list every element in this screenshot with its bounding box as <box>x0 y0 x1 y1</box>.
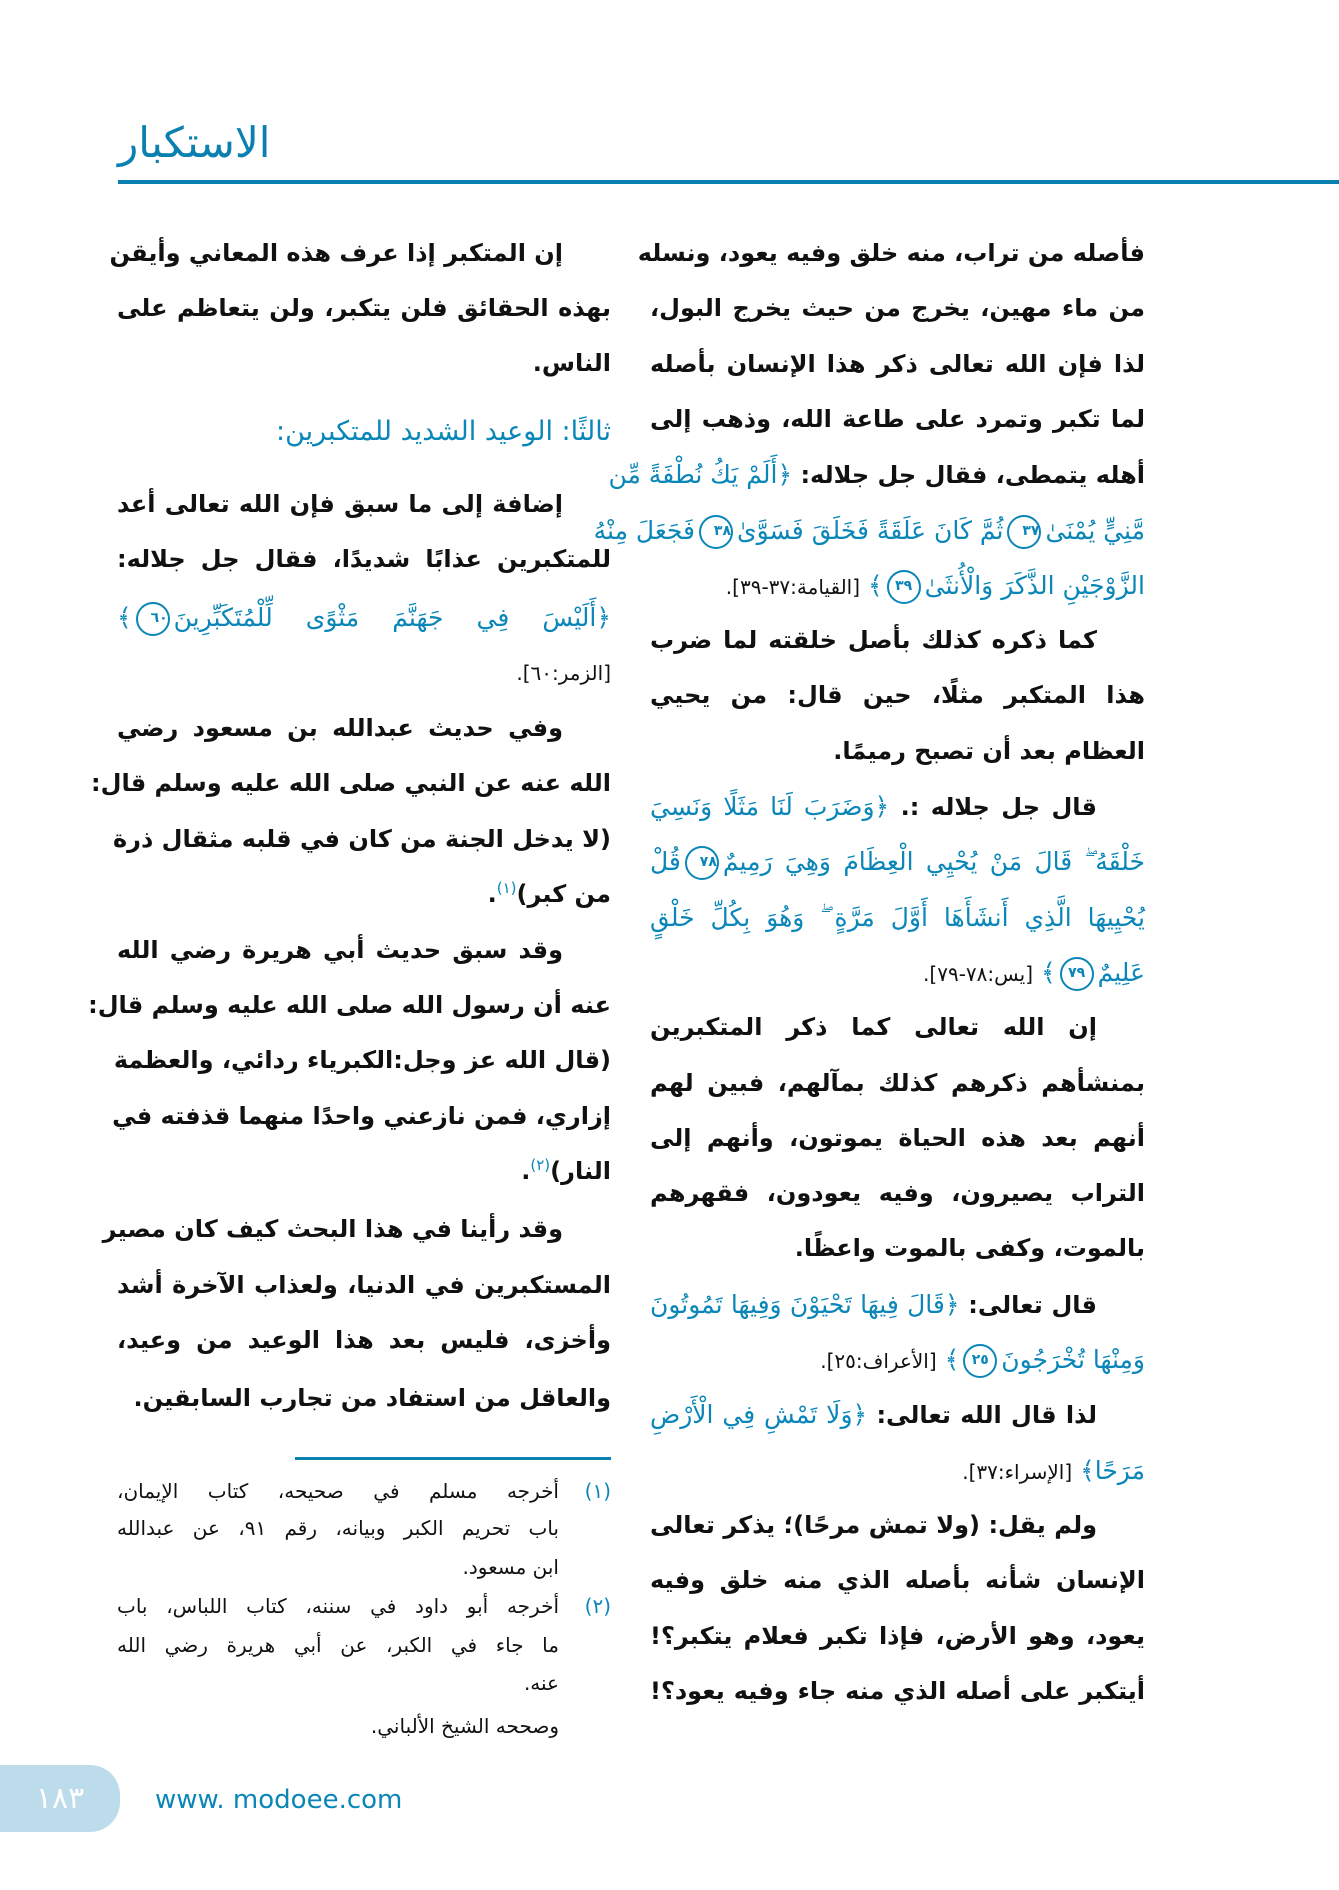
body-text: الله عنه عن النبي صلى الله عليه وسلم قال: <box>91 769 611 797</box>
text-line <box>117 477 611 532</box>
text-line <box>102 1202 611 1257</box>
quran-verse: فَجَعَلَ مِنْهُ <box>593 516 696 545</box>
quran-verse: يُحْيِيهَا الَّذِي أَنشَأَهَا أَوَّلَ مَرَّةٍ ۖ وَهُوَ بِكُلِّ خَلْقٍ <box>650 903 1145 932</box>
body-text: من كبر) <box>516 880 611 908</box>
verse-reference: [الإسراء:٣٧]. <box>962 1460 1073 1484</box>
footnote-text: باب تحريم الكبر وبيانه، رقم ٩١، عن عبدالله <box>117 1516 559 1540</box>
footnote-divider <box>295 1457 611 1460</box>
ayah-number-icon: ٣٨ <box>699 515 733 549</box>
footnote-text: ما جاء في الكبر، عن أبي هريرة رضي الله <box>117 1633 559 1657</box>
text-line <box>650 945 1145 1000</box>
text-line <box>117 532 611 587</box>
text-line <box>650 1166 1145 1221</box>
quran-verse: ﴾ <box>117 603 132 632</box>
verse-reference: [الأعراف:٢٥]. <box>820 1349 937 1373</box>
quran-verse: ﴾ <box>860 571 883 600</box>
body-text: لذا قال الله تعالى: <box>867 1401 1097 1429</box>
body-text: من ماء مهين، يخرج من حيث يخرج البول، <box>650 294 1145 322</box>
body-text: وقد رأينا في هذا البحث كيف كان مصير <box>102 1215 563 1243</box>
text-line <box>593 503 1145 558</box>
body-text: كما ذكره كذلك بأصل خلقته لما ضرب <box>650 626 1097 654</box>
footnote-line <box>117 1706 611 1746</box>
text-line <box>117 923 611 978</box>
text-line <box>650 1443 1145 1498</box>
footnote-line <box>117 1471 611 1511</box>
page-number-badge: ١٨٣ <box>0 1765 120 1832</box>
text-line <box>117 281 611 336</box>
text-line <box>650 281 1145 336</box>
ayah-number-icon: ٧٨ <box>685 846 719 880</box>
text-line <box>113 1033 611 1088</box>
header-rule <box>118 180 1339 184</box>
text-line <box>117 590 611 645</box>
quran-verse: خَلْقَهُ ۖ قَالَ مَنْ يُحْيِي الْعِظَامَ وَهِيَ رَمِيمٌ <box>722 847 1145 876</box>
text-line <box>117 645 611 700</box>
text-line <box>650 1387 1145 1442</box>
quran-verse: قُلْ <box>650 847 681 876</box>
quran-verse: عَلِيمٌ <box>1097 958 1145 987</box>
quran-verse: ﴾ <box>1033 958 1056 987</box>
quran-verse: الزَّوْجَيْنِ الذَّكَرَ وَالْأُنثَىٰ <box>924 571 1145 600</box>
body-text: إن المتكبر إذا عرف هذه المعاني وأيقن <box>109 239 563 267</box>
body-text: لما تكبر وتمرد على طاعة الله، وذهب إلى <box>650 405 1145 433</box>
text-line <box>650 668 1145 723</box>
text-line <box>117 336 611 391</box>
body-text: العظام بعد أن تصبح رميمًا. <box>833 737 1145 765</box>
website-link[interactable]: www. modoee.com <box>155 1785 403 1815</box>
text-line <box>650 779 1145 834</box>
body-text: أيتكبر على أصله الذي منه جاء وفيه يعود؟! <box>650 1677 1145 1705</box>
chapter-title: الاستكبار <box>118 118 271 167</box>
text-line <box>637 226 1145 281</box>
body-text: عنه أن رسول الله صلى الله عليه وسلم قال: <box>88 991 611 1019</box>
body-text: التراب يصيرون، وفيه يعودون، فقهرهم <box>650 1179 1145 1207</box>
quran-verse: ﴿وَضَرَبَ لَنَا مَثَلًا وَنَسِيَ <box>650 792 890 821</box>
footnote-line <box>117 1625 611 1665</box>
text-line <box>117 1144 611 1199</box>
text-line <box>650 392 1145 447</box>
body-text: يعود، وهو الأرض، فإذا تكبر فعلام يتكبر؟! <box>650 1622 1145 1650</box>
body-text: ولم يقل: (ولا تمش مرحًا)؛ يذكر تعالى <box>650 1511 1097 1539</box>
footnote-number[interactable]: (١) <box>584 1479 611 1503</box>
text-line <box>650 1056 1145 1111</box>
body-text: . <box>487 880 497 908</box>
text-line <box>117 1258 611 1313</box>
text-line <box>650 558 1145 613</box>
footnote-text: ابن مسعود. <box>462 1555 559 1579</box>
body-text: هذا المتكبر مثلًا، حين قال: من يحيي <box>650 681 1145 709</box>
body-text: الناس. <box>532 349 611 377</box>
body-text: قال تعالى: <box>959 1291 1097 1319</box>
footnote-text: أخرجه أبو داود في سننه، كتاب اللباس، باب <box>117 1594 559 1618</box>
body-text: والعاقل من استفاد من تجارب السابقين. <box>133 1384 611 1412</box>
text-line <box>650 834 1145 889</box>
text-line <box>650 724 1145 779</box>
text-line <box>650 1609 1145 1664</box>
body-text: للمتكبرين عذابًا شديدًا، فقال جل جلاله: <box>117 545 611 573</box>
body-text: (لا يدخل الجنة من كان في قلبه مثقال ذرة <box>113 825 611 853</box>
body-text: بمنشأهم ذكرهم كذلك بمآلهم، فبين لهم <box>650 1069 1145 1097</box>
body-text: وفي حديث عبدالله بن مسعود رضي <box>117 714 563 742</box>
footnote-text: أخرجه مسلم في صحيحه، كتاب الإيمان، <box>117 1479 559 1503</box>
body-text: فأصله من تراب، منه خلق وفيه يعود، ونسله <box>637 239 1145 267</box>
body-text: أنهم بعد هذه الحياة يموتون، وأنهم إلى <box>650 1124 1145 1152</box>
quran-verse: مَرَحًا﴾ <box>1072 1456 1145 1485</box>
verse-reference: [الزمر:٦٠]. <box>516 661 611 685</box>
body-text: الإنسان شأنه بأصله الذي منه خلق وفيه <box>650 1566 1145 1594</box>
text-line <box>650 1498 1145 1553</box>
quran-verse: وَمِنْهَا تُخْرَجُونَ <box>1001 1345 1145 1374</box>
ayah-number-icon: ٣٩ <box>887 570 921 604</box>
body-text: أهله يتمطى، فقال جل جلاله: <box>792 461 1145 489</box>
body-text: إن الله تعالى كما ذكر المتكبرين <box>650 1013 1097 1041</box>
text-line <box>650 1111 1145 1166</box>
footnote-line <box>117 1586 611 1626</box>
body-text: النار) <box>550 1157 611 1185</box>
footnote-marker[interactable]: (١) <box>496 879 517 897</box>
ayah-number-icon: ٦٠ <box>136 602 170 636</box>
verse-reference: [يس:٧٨-٧٩]. <box>923 962 1033 986</box>
quran-verse: ﴿وَلَا تَمْشِ فِي الْأَرْضِ <box>650 1400 868 1429</box>
footnote-text: عنه. <box>523 1671 559 1695</box>
body-text: . <box>521 1157 531 1185</box>
body-text: بهذه الحقائق فلن يتكبر، ولن يتعاظم على <box>117 294 611 322</box>
quran-verse: ﴿قَالَ فِيهَا تَحْيَوْنَ وَفِيهَا تَمُوتُونَ <box>650 1290 960 1319</box>
body-text: وقد سبق حديث أبي هريرة رضي الله <box>117 936 563 964</box>
text-line <box>650 1000 1145 1055</box>
text-line <box>91 756 611 811</box>
text-line <box>650 1221 1145 1276</box>
quran-verse: ثُمَّ كَانَ عَلَقَةً فَخَلَقَ فَسَوَّىٰ <box>737 516 1004 545</box>
text-line <box>109 226 611 281</box>
quran-verse: ﴿أَلَمْ يَكُ نُطْفَةً مِّن <box>608 460 793 489</box>
text-line <box>650 613 1145 668</box>
quran-verse: ﴾ <box>936 1345 960 1374</box>
body-text: المستكبرين في الدنيا، ولعذاب الآخرة أشد <box>117 1271 611 1299</box>
body-text: قال جل جلاله :. <box>889 793 1097 821</box>
section-heading <box>117 404 611 459</box>
text-line <box>650 890 1145 945</box>
footnote-number[interactable]: (٢) <box>584 1594 611 1618</box>
body-text: إضافة إلى ما سبق فإن الله تعالى أعد <box>117 490 563 518</box>
footnote-line <box>117 1663 611 1703</box>
text-line <box>117 1313 611 1368</box>
heading-text: ثالثًا: الوعيد الشديد للمتكبرين: <box>275 416 611 447</box>
body-text: بالموت، وكفى بالموت واعظًا. <box>794 1234 1145 1262</box>
text-line <box>650 1553 1145 1608</box>
text-line <box>608 447 1145 502</box>
footnote-line <box>117 1508 611 1548</box>
text-line <box>650 1277 1145 1332</box>
body-text: إزاري، فمن نازعني واحدًا منهما قذفته في <box>112 1102 611 1130</box>
body-text: (قال الله عز وجل:الكبرياء ردائي، والعظمة <box>113 1046 611 1074</box>
ayah-number-icon: ٣٧ <box>1007 515 1041 549</box>
ayah-number-icon: ٧٩ <box>1060 957 1094 991</box>
text-line <box>88 978 611 1033</box>
footnote-line <box>117 1547 611 1587</box>
footnote-text: وصححه الشيخ الألباني. <box>370 1714 559 1738</box>
footnote-marker[interactable]: (٢) <box>530 1156 551 1174</box>
text-line <box>117 701 611 756</box>
text-line <box>650 1332 1145 1387</box>
text-line <box>112 1089 611 1144</box>
quran-verse: مَّنِيٍّ يُمْنَىٰ <box>1045 516 1145 545</box>
text-line <box>650 337 1145 392</box>
body-text: وأخزى، فليس بعد هذا الوعيد من وعيد، <box>117 1326 611 1354</box>
verse-reference: [القيامة:٣٧-٣٩]. <box>725 575 861 599</box>
text-line <box>650 1664 1145 1719</box>
body-text: لذا فإن الله تعالى ذكر هذا الإنسان بأصله <box>650 350 1145 378</box>
quran-verse: ﴿أَلَيْسَ فِي جَهَنَّمَ مَثْوًى لِّلْمُتَكَبِّرِينَ <box>173 603 611 632</box>
text-line <box>117 1371 611 1426</box>
text-line <box>117 867 611 922</box>
text-line <box>113 812 611 867</box>
ayah-number-icon: ٢٥ <box>963 1344 997 1378</box>
